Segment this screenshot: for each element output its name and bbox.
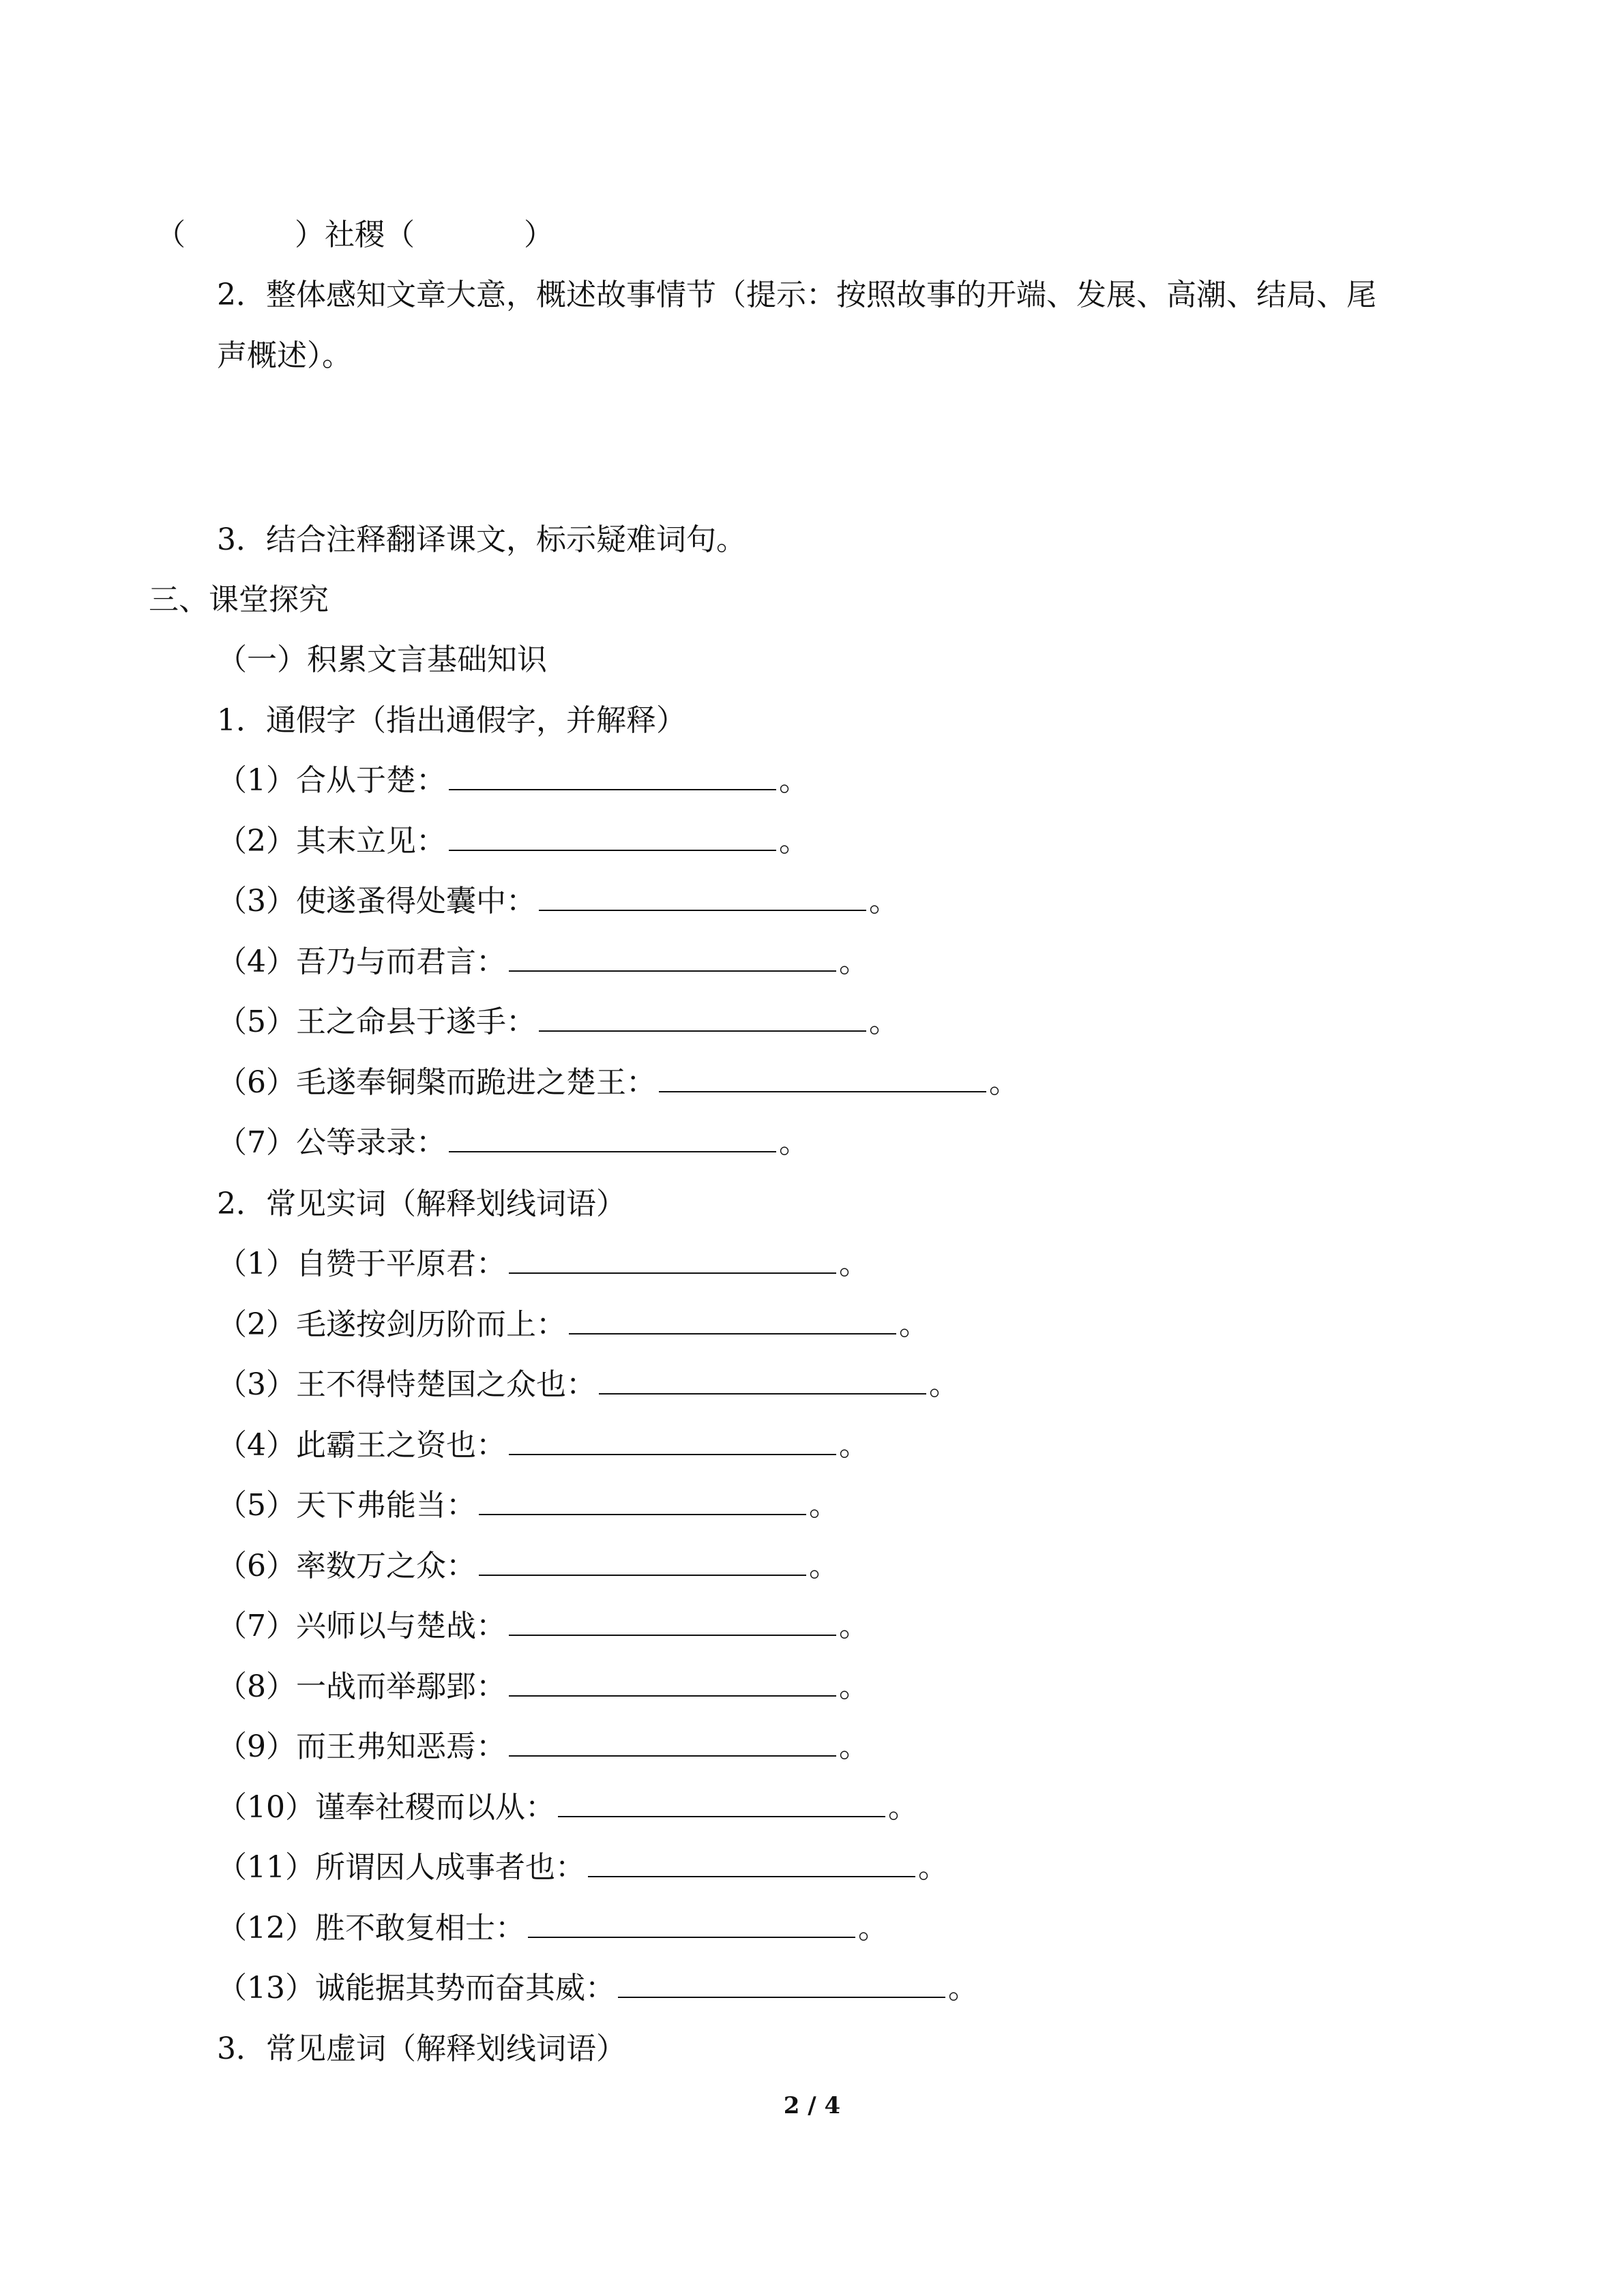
- paren-close: ）: [524, 218, 554, 252]
- item-label: （8）一战而举鄢郢：: [217, 1669, 506, 1704]
- item-label: （4）此霸王之资也：: [217, 1427, 506, 1463]
- period: 。: [779, 763, 809, 798]
- paren-open: （: [156, 218, 186, 252]
- period: 。: [809, 1488, 839, 1523]
- list-item: [217, 942, 869, 983]
- answer-blank[interactable]: [509, 1607, 836, 1636]
- period: 。: [869, 1004, 899, 1039]
- answer-blank[interactable]: [539, 1003, 866, 1032]
- item-label: （3）王不得恃楚国之众也：: [217, 1367, 596, 1402]
- period: 。: [899, 1307, 929, 1342]
- item-label: （5）王之命县于遂手：: [217, 1004, 536, 1039]
- list-item: [217, 1606, 869, 1647]
- item-label: （7）公等录录：: [217, 1125, 446, 1160]
- section-heading: 三、课堂探究: [149, 582, 329, 617]
- period: 。: [989, 1064, 1019, 1100]
- item-label: （9）而王弗知恶焉：: [217, 1729, 506, 1764]
- period: 。: [858, 1910, 888, 1945]
- period: 。: [948, 1971, 978, 2006]
- period: 。: [839, 1247, 869, 1281]
- period: 。: [918, 1850, 948, 1885]
- answer-blank[interactable]: [618, 1969, 945, 1998]
- list-item: [217, 1002, 899, 1043]
- item-label: （3）使遂蚤得处囊中：: [217, 884, 536, 919]
- period: 。: [779, 1125, 809, 1160]
- list-item: [217, 1847, 948, 1888]
- period: 。: [839, 1427, 869, 1463]
- period: 。: [869, 884, 899, 919]
- list-item: [217, 1304, 929, 1345]
- item-label: （6）率数万之众：: [217, 1548, 476, 1583]
- period: 。: [888, 1789, 918, 1825]
- list-item: [217, 1122, 809, 1163]
- list-item: [217, 1727, 869, 1768]
- list-item: [217, 1485, 839, 1526]
- item-label: （10）谨奉社稷而以从：: [217, 1789, 555, 1825]
- list-item: [217, 1908, 888, 1949]
- q3-title: 3．常见虚词（解释划线词语）: [217, 2031, 626, 2066]
- item-label: （12）胜不敢复相士：: [217, 1910, 525, 1945]
- answer-blank[interactable]: [659, 1064, 986, 1092]
- answer-blank[interactable]: [588, 1849, 915, 1877]
- answer-blank[interactable]: [509, 1728, 836, 1757]
- answer-blank[interactable]: [449, 822, 776, 851]
- answer-blank[interactable]: [509, 943, 836, 972]
- shejI-line: [156, 215, 554, 256]
- answer-blank[interactable]: [509, 1668, 836, 1697]
- task3-line: 3．结合注释翻译课文，标示疑难词句。: [217, 522, 746, 557]
- item-label: （13）诚能据其势而奋其威：: [217, 1971, 615, 2006]
- answer-blank[interactable]: [449, 762, 776, 790]
- answer-blank[interactable]: [509, 1245, 836, 1274]
- item-label: （5）天下弗能当：: [217, 1488, 476, 1523]
- answer-blank[interactable]: [449, 1124, 776, 1152]
- period: 。: [809, 1548, 839, 1583]
- item-label: （2）毛遂按剑历阶而上：: [217, 1307, 566, 1342]
- period: 。: [839, 1729, 869, 1764]
- q2-title: 2．常见实词（解释划线词语）: [217, 1187, 626, 1221]
- item-label: （1）自赞于平原君：: [217, 1247, 506, 1281]
- list-item: [217, 1667, 869, 1708]
- answer-blank[interactable]: [528, 1909, 855, 1938]
- list-item: [217, 1425, 869, 1466]
- task2-line2: 声概述）。: [217, 338, 352, 373]
- item-label: （4）吾乃与而君言：: [217, 944, 506, 979]
- answer-blank[interactable]: [479, 1547, 806, 1576]
- list-item: [217, 760, 809, 801]
- item-label: （7）兴师以与楚战：: [217, 1609, 506, 1643]
- page-number: 2 / 4: [783, 2092, 841, 2119]
- period: 。: [779, 823, 809, 859]
- answer-blank[interactable]: [569, 1306, 896, 1335]
- item-label: （2）其末立见：: [217, 823, 446, 859]
- item-label: （11）所谓因人成事者也：: [217, 1850, 585, 1885]
- list-item: [217, 1365, 959, 1405]
- shejI-word: ）社稷（: [295, 218, 415, 252]
- item-label: （1）合从于楚：: [217, 763, 446, 798]
- period: 。: [839, 1609, 869, 1643]
- answer-blank[interactable]: [558, 1789, 885, 1817]
- task2-line1: 2．整体感知文章大意，概述故事情节（提示：按照故事的开端、发展、高潮、结局、尾: [217, 278, 1376, 312]
- subsection-heading: （一）积累文言基础知识: [217, 642, 547, 677]
- period: 。: [839, 944, 869, 979]
- answer-blank[interactable]: [479, 1487, 806, 1515]
- list-item: [217, 881, 899, 922]
- item-label: （6）毛遂奉铜槃而跪进之楚王：: [217, 1064, 656, 1100]
- list-item: [217, 821, 809, 862]
- list-item: [217, 1787, 918, 1828]
- list-item: [217, 1062, 1019, 1103]
- list-item: [217, 1244, 869, 1285]
- answer-blank[interactable]: [509, 1427, 836, 1455]
- list-item: [217, 1546, 839, 1587]
- period: 。: [839, 1669, 869, 1704]
- answer-blank[interactable]: [539, 882, 866, 911]
- answer-blank[interactable]: [599, 1366, 926, 1395]
- period: 。: [929, 1367, 959, 1402]
- list-item: [217, 1968, 978, 2009]
- q1-title: 1．通假字（指出通假字，并解释）: [217, 703, 686, 738]
